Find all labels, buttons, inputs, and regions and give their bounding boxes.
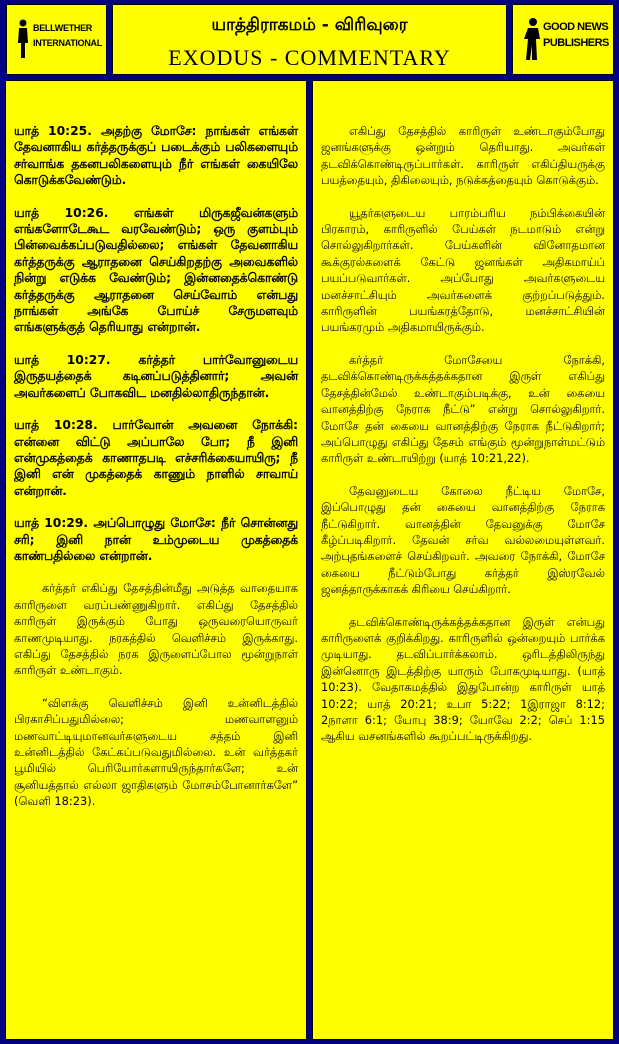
good-news-logo	[512, 4, 614, 75]
messenger-figure-icon	[523, 17, 541, 61]
left-column	[5, 80, 307, 1040]
page-title-tamil: யாத்திராகமம் - விரிவுரை	[211, 15, 408, 35]
logo-left-line2: INTERNATIONAL	[33, 38, 102, 48]
commentary-paragraph: எகிப்து தேசத்தில் காரிருள் உண்டாகும்போது ஜனங்களுக்கு ஒன்றும் தெரியாது. அவர்கள் தடவிக்கொண்டிருப்பார்கள். காரிருள் எகிப்தியருக்கு பயத்தையும், திகிலையும், நடுக்கத்தையும் கொடுக்கும்.	[321, 124, 605, 188]
page-title-english: EXODUS - COMMENTARY	[168, 45, 451, 70]
verse-10-29: யாத் 10:29. அப்பொழுது மோசே: நீர் சொன்னது சரி; இனி நான் உம்முடைய முகத்தைக் காண்பதில்லை என்றான்.	[14, 516, 298, 563]
person-figure-icon	[16, 19, 30, 59]
bellwether-logo	[6, 4, 107, 75]
commentary-paragraph: தடவிக்கொண்டிருக்கத்தக்கதான இருள் என்பது காரிருளைக் குறிக்கிறது. காரிருளில் ஒன்றையும் பார்க்க முடியாது. தடவிப்பார்க்கலாம். ஒரிடத்திலிருந்து இன்னொரு இடத்திற்கு யாரும் போகமுடியாது. (யாத் 10:23). வேதாகமத்தில் இதுபோன்ற காரிருள் யாத் 10:22; யாத் 20:21; உபா 5:22; 1இராஜா 8:12; 2நாளா 6:1; யோபு 38:9; யோவே 2:2; செப் 1:15 ஆகிய வசனங்களில் கூறப்பட்டிருக்கிறது.	[321, 614, 605, 744]
header-title-box	[112, 4, 507, 75]
commentary-paragraph: கர்த்தர் மோசேயை நோக்கி, தடவிக்கொண்டிருக்கத்தக்கதான இருள் எகிப்து தேசத்தின்மேல் உண்டாகும்படிக்கு, உன் கையை வானத்திற்கு நேராக நீட்டு” என்று சொல்லுகிறார். மோசே தன் கையை வானத்திற்கு நேராக நீட்டுகிறார்; அப்பொழுது எகிப்து தேசம் எங்கும் மூன்றுநாள்மட்டும் காரிருள் உண்டாயிற்று (யாத் 10:21,22).	[321, 352, 605, 466]
commentary-paragraph: “விளக்கு வெளிச்சம் இனி உன்னிடத்தில் பிரகாசிப்பதுமில்லை; மணவாளனும் மணவாட்டியுமானவர்களுடைய சத்தம் இனி உன்னிடத்தில் கேட்கப்படுவதுமில்லை. உன் வர்த்தகர் பூமியில் பெரியோர்களாயிருந்தார்களே; உன் சூனியத்தால் எல்லா ஜாதிகளும் மோசம்போனார்களே” (வெளி 18:23).	[14, 695, 298, 809]
commentary-paragraph: கர்த்தர் எகிப்து தேசத்தின்மீது அடுத்த வாதையாக காரிருளை வரப்பண்ணுகிறார். எகிப்து தேசத்தில் காரிருள் இருக்கும் போது ஒருவரையொருவர் காணமுடியாது. நரகத்தில் வெளிச்சம் இருக்காது. எகிப்து தேசத்தில் நரக இருளைப்போல மூன்றுநாள் காரிருள் உண்டாகும்.	[14, 581, 298, 678]
logo-right-line2: PUBLISHERS	[543, 37, 609, 49]
logo-right-line1: GOOD NEWS	[543, 21, 609, 33]
commentary-paragraph: தேவனுடைய கோலை நீட்டிய மோசே, இப்பொழுது தன் கையை வானத்திற்கு நேராக நீட்டுகிறார். வானத்தின் தேவனுக்கு மோசே கீழ்ப்படிகிறார். தேவன் சர்வ வல்லமையுள்ளவர். அற்புதங்களைச் செய்கிறவர். அவரை நோக்கி, மோசே கையை நீட்டும்போது கர்த்தர் இஸ்ரவேல் ஜனத்தாருக்காகக் கிரியை செய்கிறார்.	[321, 483, 605, 597]
commentary-paragraph: யூதர்களுடைய பாரம்பரிய நம்பிக்கையின் பிரகாரம், காரிருளில் பேய்கள் நடமாடும் என்று சொல்லுகிறார்கள். பேய்களின் வினோதமான கூக்குரல்களைக் கேட்டு ஜனங்கள் அதிகமாய்ப் பயப்படுவார்கள். அப்போது அவர்களுடைய மனச்சாட்சியும் அவர்களைக் குற்றப்படுத்தும். காரிருளின் பயங்கரத்தோடு, மனச்சாட்சியின் பயங்கரமும் அதிகமாயிருக்கும்.	[321, 205, 605, 335]
right-column	[312, 80, 614, 1040]
verse-10-27: யாத் 10:27. கர்த்தர் பார்வோனுடைய இருதயத்தைக் கடினப்படுத்தினார்; அவன் அவர்களைப் போகவிட மனதில்லாதிருந்தான்.	[14, 352, 298, 400]
logo-left-line1: BELLWETHER	[33, 23, 92, 33]
verse-10-28: யாத் 10:28. பார்வோன் அவனை நோக்கி: என்னை விட்டு அப்பாலே போ; நீ இனி என்முகத்தைக் காணாதபடி எச்சரிக்கையாயிரு; நீ இனி என் முகத்தைக் காணும் நாளில் சாவாய் என்றான்.	[14, 418, 298, 498]
verse-10-26: யாத் 10:26. எங்கள் மிருகஜீவன்களும் எங்களோடேகூட வரவேண்டும்; ஒரு குளம்பும் பின்வைக்கப்படுவதில்லை; எங்கள் தேவனாகிய கர்த்தருக்கு ஆராதனை செய்கிறதற்கு அவைகளில் நின்று எடுக்க வேண்டும்; இன்னதைக்கொண்டு கர்த்தருக்கு ஆராதனை செய்வோம் என்பது நாங்கள் அங்கே போய்ச் சேருமளவும் எங்களுக்குத் தெரியாது என்றான்.	[14, 205, 298, 335]
verse-10-25: யாத் 10:25. அதற்கு மோசே: நாங்கள் எங்கள் தேவனாகிய கர்த்தருக்குப் படைக்கும் பலிகளையும் சர்வாங்க தகனபலிகளையும் நீர் எங்கள் கையிலே கொடுக்கவேண்டும்.	[14, 124, 298, 188]
